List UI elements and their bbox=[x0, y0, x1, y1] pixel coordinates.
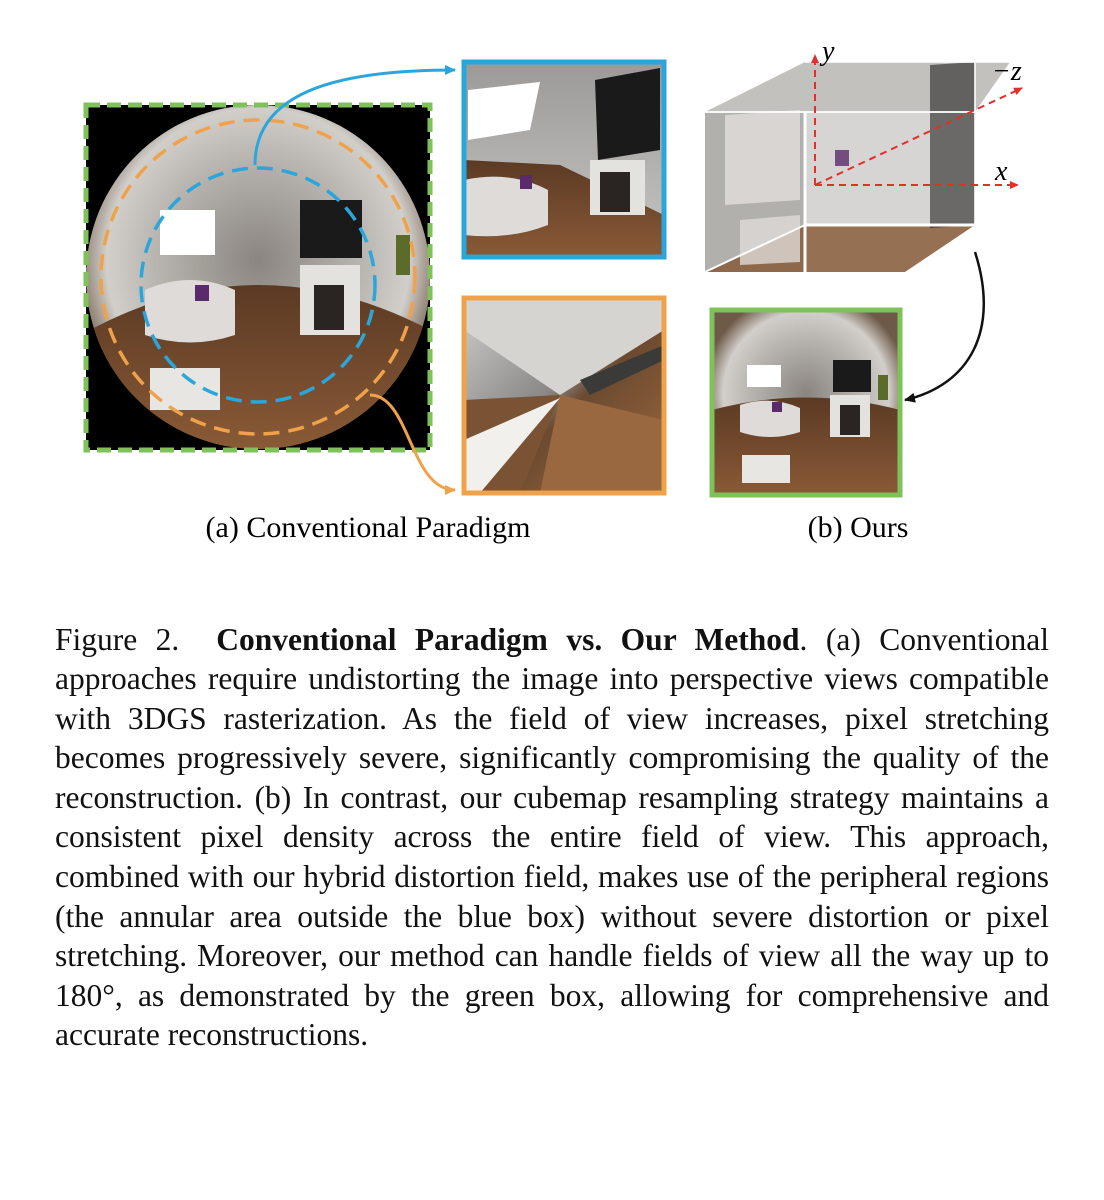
figure-2 bbox=[0, 0, 1104, 560]
subcaption-a: (a) Conventional Paradigm bbox=[205, 511, 531, 544]
caption-body: . (a) Conventional approaches require undistorting the image into perspective views compatible with 3DGS rasterization. As the field of view increases, pixel stretching becomes progressively severe, significantly compromising the quality of the reconstruction. (b) In contrast, our cubemap resampling strategy maintains a consistent pixel density across the entire field of view. This approach, combined with our hybrid distortion field, makes use of the peripheral regions (the annular area outside the blue box) without severe distortion or pixel stretching. Moreover, our method can handle fields of view all the way up to 180°, as demonstrated by the green box, allowing for comprehensive and accurate reconstructions. bbox=[55, 621, 1049, 1053]
neg-z-axis-label: −z bbox=[992, 56, 1022, 87]
blue-perspective-view bbox=[464, 62, 664, 257]
subcaption-b: (b) Ours bbox=[807, 511, 909, 544]
cubemap-diagram bbox=[705, 62, 1010, 272]
sofa-image bbox=[145, 280, 235, 343]
cubemap-arrow bbox=[905, 252, 984, 400]
green-output-view bbox=[712, 310, 900, 495]
fisheye-panel bbox=[86, 105, 430, 450]
caption-title: Conventional Paradigm vs. Our Method bbox=[216, 621, 800, 657]
x-axis-label: x bbox=[995, 156, 1008, 187]
orange-perspective-view bbox=[464, 298, 664, 493]
figure-caption bbox=[55, 620, 1049, 1056]
y-axis-label: y bbox=[822, 36, 835, 67]
figure-label: Figure 2. bbox=[55, 621, 180, 657]
window-image bbox=[160, 210, 215, 255]
tv-image bbox=[300, 200, 362, 258]
